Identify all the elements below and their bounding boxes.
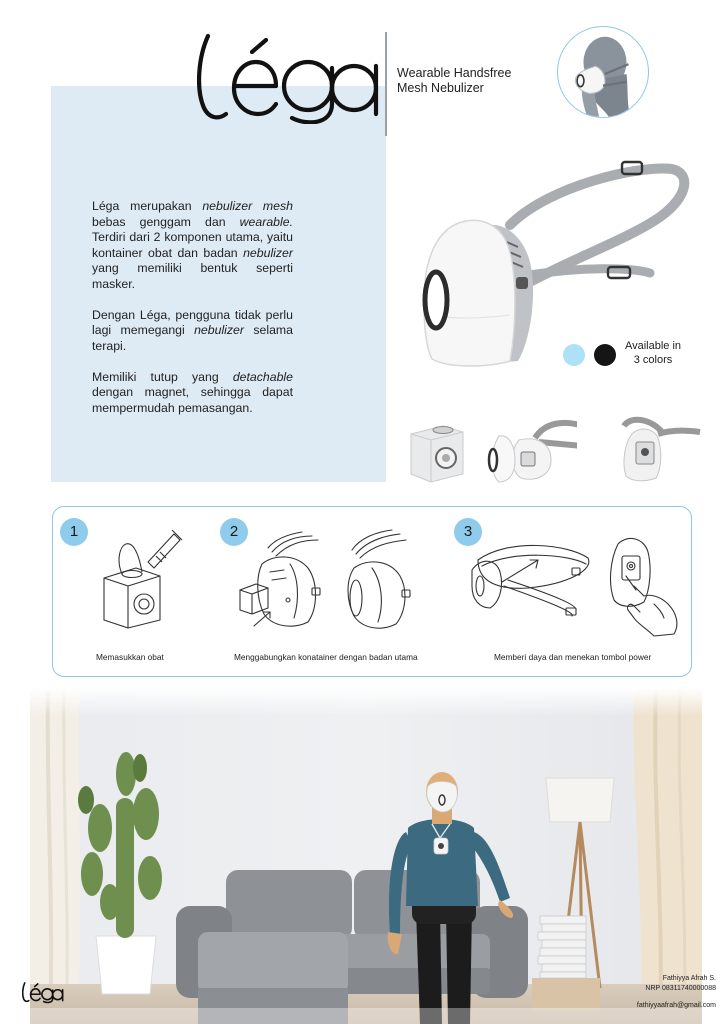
header-divider <box>385 32 387 136</box>
step-1-illustration <box>96 520 184 630</box>
step-3-illustration <box>468 530 684 640</box>
author-name: Fathiyya Afrah S. <box>662 975 716 982</box>
brand-logo <box>196 28 382 124</box>
available-colors-note <box>612 340 694 367</box>
head-model-image <box>557 26 649 118</box>
mask-main-render <box>410 155 700 370</box>
author-credits <box>612 974 716 1011</box>
step-3-caption: Memberi daya dan menekan tombol power <box>494 652 652 662</box>
tagline <box>397 66 511 96</box>
tagline-line-1: Wearable Handsfree <box>397 66 512 80</box>
step-2-illustration <box>232 528 422 633</box>
step-3-number: 3 <box>454 518 482 546</box>
footer-logo <box>22 980 64 1004</box>
description-paragraph-1: Léga merupakan nebulizer mesh bebas genggam dan wearable. Terdiri dari 2 komponen utama, yaitu kontainer obat dan badan nebulizer yang memiliki bentuk seperti masker. <box>92 199 293 291</box>
color-swatch-blue <box>563 344 585 366</box>
available-line-2: 3 colors <box>633 353 673 366</box>
available-line-1: Available in <box>624 340 682 352</box>
author-nrp: NRP 08311740000088 <box>645 984 716 992</box>
author-email: fathiyyaafrah@gmail.com <box>636 1002 716 1009</box>
step-2-number: 2 <box>220 518 248 546</box>
tagline-line-2: Mesh Nebulizer <box>397 81 484 95</box>
product-description <box>92 199 293 432</box>
step-1-number: 1 <box>60 518 88 546</box>
step-2-caption: Menggabungkan konatainer dengan badan utama <box>234 652 418 662</box>
description-paragraph-3: Memiliki tutup yang detachable dengan magnet, sehingga dapat mempermudah pemasangan. <box>92 369 293 415</box>
description-paragraph-2: Dengan Léga, pengguna tidak perlu lagi memegangi nebulizer selama terapi. <box>92 307 293 353</box>
step-1-caption: Memasukkan obat <box>96 652 164 662</box>
thumb-mask-exploded <box>485 412 577 484</box>
thumb-mask-inside <box>610 412 702 484</box>
thumb-container-render <box>403 412 495 484</box>
